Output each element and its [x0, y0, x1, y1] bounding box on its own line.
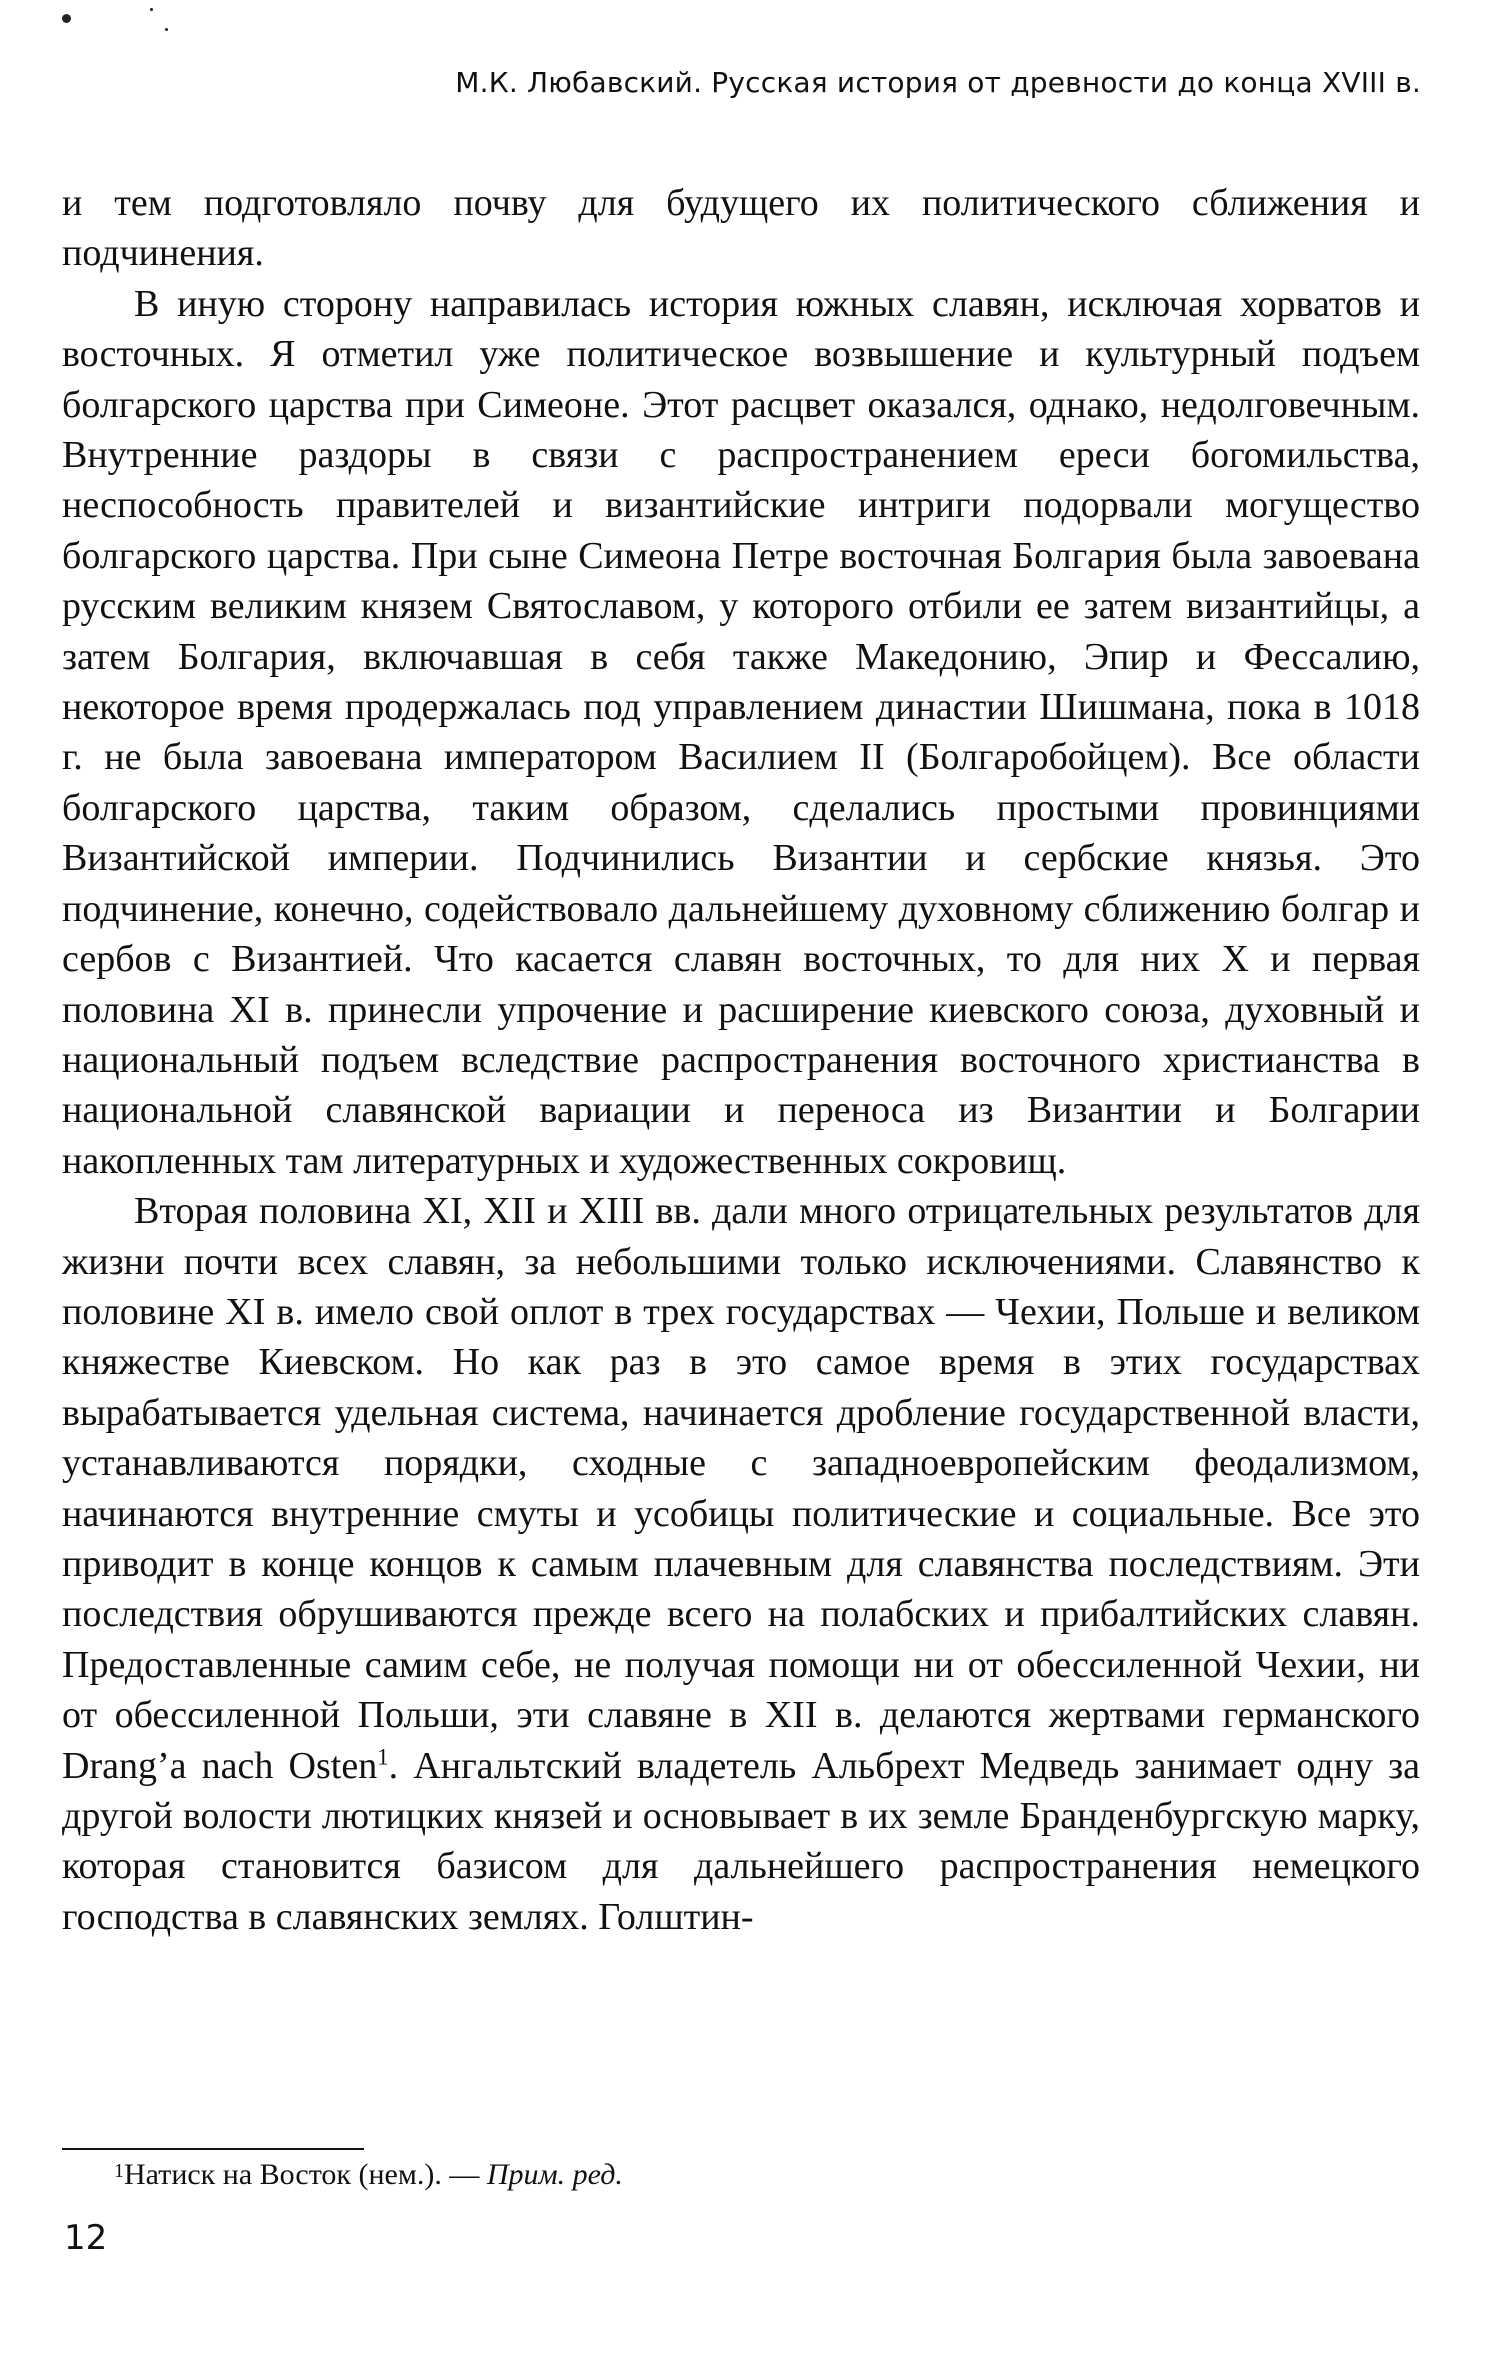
paragraph-text: и тем подготовляло почву для будущего их политического сближения и подчинения. [62, 182, 1420, 275]
footnote-reference: 1 [377, 1743, 389, 1769]
page-number: 12 [64, 2218, 108, 2258]
scan-speck [150, 8, 153, 11]
paragraph-3 [62, 1186, 1420, 1942]
footnote-text: Натиск на Восток (нем.). — [124, 2158, 487, 2191]
running-title: М.К. Любавский. Русская история от древности до конца XVIII в. [455, 66, 1421, 99]
scan-speck [165, 28, 168, 31]
footnote-mark: 1 [114, 2160, 124, 2182]
footnote-editor-note: Прим. ред. [486, 2158, 623, 2191]
scan-speck [62, 14, 71, 23]
paragraph-text: . Ангальтский владетель Альбрехт Медведь занимает одну за другой волости лютицких князей и основывает в их земле Бранденбургскую марку, которая становится базисом для дальнейшего распространения немецкого господства в славянских землях. Голштин- [62, 1744, 1420, 1938]
paragraph-text: Вторая половина XI, XII и XIII вв. дали много отрицательных результатов для жизни почти всех славян, за небольшими только исключениями. Славянство к половине XI в. имело свой оплот в трех государствах — Чехии, Польше и великом княжестве Киевском. Но как раз в это самое время в этих государствах вырабатывается удельная система, начинается дробление государственной власти, устанавливаются порядки, сходные с западноевропейским феодализмом, начинаются внутренние смуты и усобицы политические и социальные. Все это приводит в конце концов к самым плачевным для славянства последствиям. Эти последствия обрушиваются прежде всего на полабских и прибалтийских славян. Предоставленные самим себе, не получая помощи ни от обессиленной Чехии, ни от обессиленной Польши, эти славяне в XII в. делаются жертвами германского Drang’a nach Osten [62, 1190, 1420, 1787]
paragraph-2 [62, 279, 1420, 1186]
footnote [114, 2155, 623, 2195]
paragraph-text: В иную сторону направилась история южных славян, исключая хорватов и восточных. Я отметил уже политическое возвышение и культурный подъем болгарского царства при Симеоне. Этот расцвет оказался, однако, недолговечным. Внутренние раздоры в связи с распространением ереси богомильства, неспособность правителей и византийские интриги подорвали могущество болгарского царства. При сыне Симеона Петре восточная Болгария была завоевана русским великим князем Святославом, у которого отбили ее затем византийцы, а затем Болгария, включавшая в себя также Македонию, Эпир и Фессалию, некоторое время продержалась под управлением династии Шишмана, пока в 1018 г. не была завоевана императором Василием II (Болгаробойцем). Все области болгарского царства, таким образом, сделались простыми провинциями Византийской империи. Подчинились Византии и сербские князья. Это подчинение, конечно, содействовало дальнейшему духовному сближению болгар и сербов с Византией. Что касается славян восточных, то для них X и первая половина XI в. принесли упрочение и расширение киевского союза, духовный и национальный подъем вследствие распространения восточного христианства в национальной славянской вариации и переноса из Византии и Болгарии накопленных там литературных и художественных сокровищ. [62, 282, 1420, 1182]
footnote-separator [62, 2148, 364, 2150]
paragraph-1 [62, 178, 1420, 279]
body-text [62, 178, 1420, 1942]
